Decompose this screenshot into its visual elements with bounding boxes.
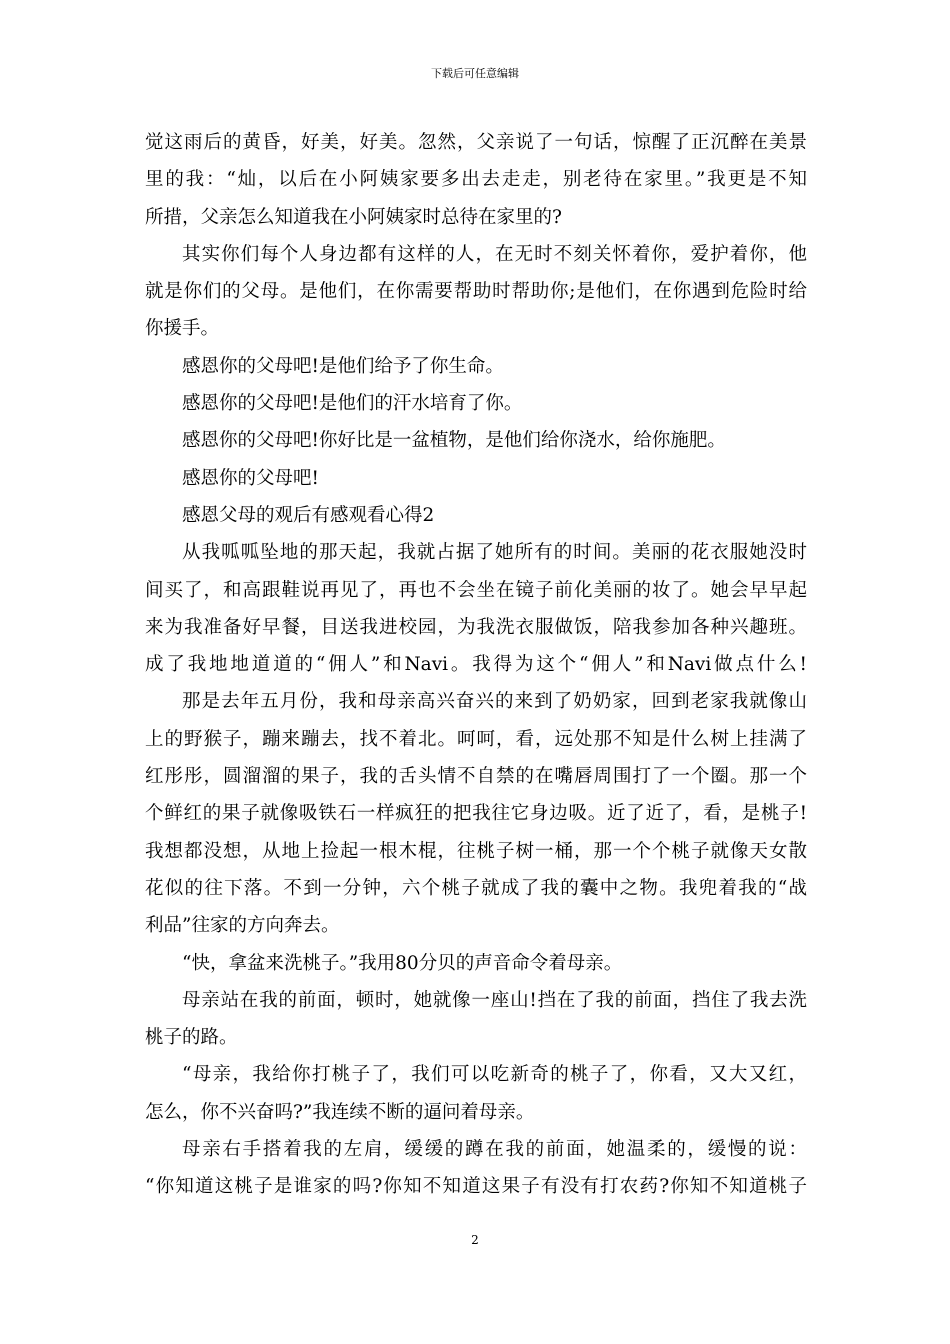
- text-line: 其实你们每个人身边都有这样的人，在无时不刻关怀着你，爱护着你，他: [182, 243, 807, 265]
- text-line: “母亲，我给你打桃子了，我们可以吃新奇的桃子了，你看，又大又红，: [182, 1064, 807, 1086]
- text-line: 上的野猴子，蹦来蹦去，找不着北。呵呵，看，远处那不知是什么树上挂满了: [145, 728, 807, 750]
- text-line: 成了我地地道道的“佣人”和Navi。我得为这个“佣人”和Navi做点什么!: [145, 654, 807, 676]
- text-line: 红彤彤，圆溜溜的果子，我的舌头情不自禁的在嘴唇周围打了一个圈。那一个: [145, 766, 807, 788]
- text-line: 就是你们的父母。是他们，在你需要帮助时帮助你;是他们，在你遇到危险时给: [145, 281, 807, 303]
- text-line: 个鲜红的果子就像吸铁石一样疯狂的把我往它身边吸。近了近了，看，是桃子!: [145, 803, 807, 825]
- document-body: [145, 124, 807, 1206]
- text-line: 感恩你的父母吧!是他们的汗水培育了你。: [182, 393, 523, 415]
- text-line: 利品”往家的方向奔去。: [145, 915, 340, 937]
- text-line: 花似的往下落。不到一分钟，六个桃子就成了我的囊中之物。我兜着我的“战: [145, 877, 807, 899]
- text-line: 那是去年五月份，我和母亲高兴奋兴的来到了奶奶家，回到老家我就像山: [182, 691, 807, 713]
- text-line: 感恩你的父母吧!你好比是一盆植物，是他们给你浇水，给你施肥。: [182, 430, 726, 452]
- text-line: 所措，父亲怎么知道我在小阿姨家时总待在家里的?: [145, 206, 562, 228]
- text-line: “你知道这桃子是谁家的吗?你知不知道这果子有没有打农药?你知不知道桃子: [145, 1176, 807, 1198]
- page-header: 下载后可任意编辑: [431, 67, 519, 80]
- text-line: 里的我：“灿，以后在小阿姨家要多出去走走，别老待在家里。”我更是不知: [145, 169, 807, 191]
- section-heading: 感恩父母的观后有感观看心得2: [182, 504, 435, 526]
- text-line: 母亲站在我的前面，顿时，她就像一座山!挡在了我的前面，挡住了我去洗: [182, 989, 807, 1011]
- text-line: 我想都没想，从地上捡起一根木棍，往桃子树一桶，那一个个桃子就像天女散: [145, 840, 807, 862]
- text-line: 感恩你的父母吧!是他们给予了你生命。: [182, 355, 504, 377]
- text-line: “快，拿盆来洗桃子。”我用80分贝的声音命令着母亲。: [182, 952, 623, 974]
- text-line: 从我呱呱坠地的那天起，我就占据了她所有的时间。美丽的花衣服她没时: [182, 542, 807, 564]
- text-line: 觉这雨后的黄昏，好美，好美。忽然，父亲说了一句话，惊醒了正沉醉在美景: [145, 132, 807, 153]
- text-line: 感恩你的父母吧!: [182, 467, 319, 489]
- text-line: 你援手。: [145, 318, 220, 340]
- page-number: 2: [471, 1233, 479, 1247]
- text-line: 间买了，和高跟鞋说再见了，再也不会坐在镜子前化美丽的妆了。她会早早起: [145, 579, 807, 601]
- text-line: 桃子的路。: [145, 1027, 238, 1049]
- text-line: 母亲右手搭着我的左肩，缓缓的蹲在我的前面，她温柔的，缓慢的说：: [182, 1139, 807, 1161]
- text-line: 怎么，你不兴奋吗?”我连续不断的逼问着母亲。: [145, 1101, 535, 1123]
- text-line: 来为我准备好早餐，目送我进校园，为我洗衣服做饭，陪我参加各种兴趣班。: [145, 616, 807, 638]
